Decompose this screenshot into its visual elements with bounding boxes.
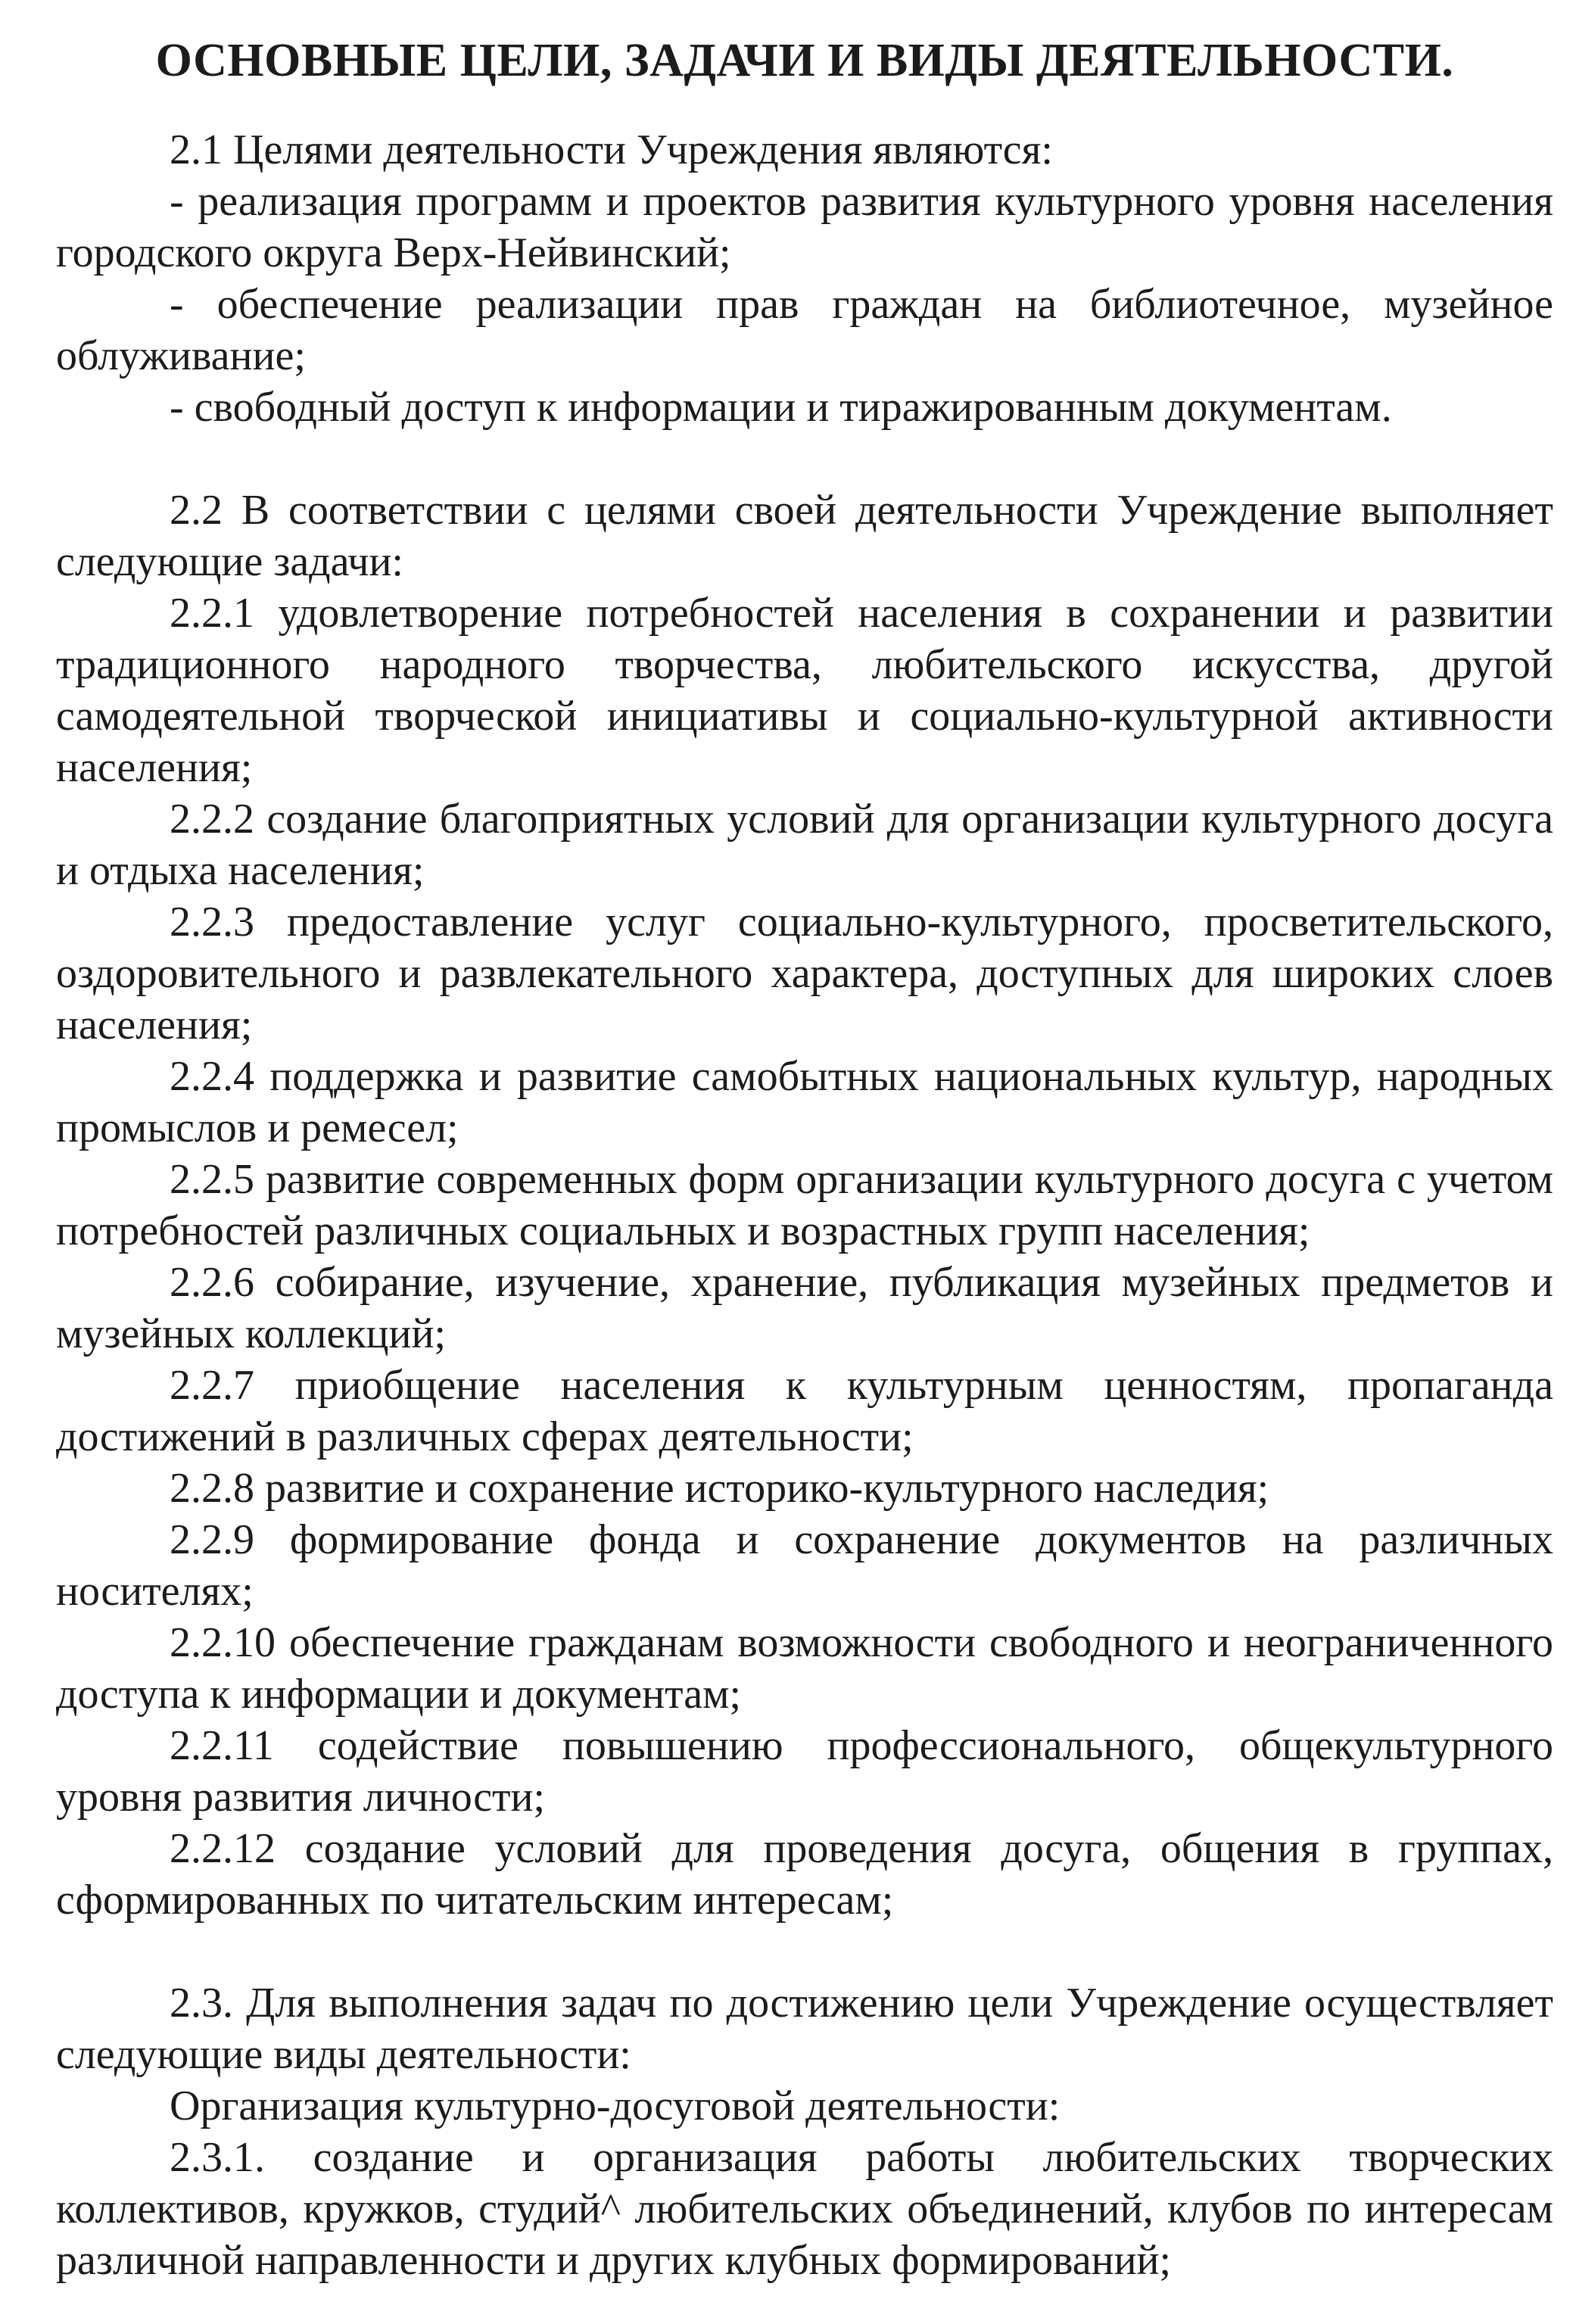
goal-item: - свободный доступ к информации и тиражированным документам.: [170, 384, 1392, 431]
section-2-2: [56, 484, 1553, 1926]
section-2-1: [56, 124, 1553, 433]
section-2-3: [56, 1977, 1553, 2286]
section-2-3-subheading: Организация культурно-досуговой деятельности:: [170, 2083, 1061, 2129]
task-item: 2.2.12 создание условий для проведения досуга, общения в группах, сформированных по читательским интересам;: [56, 1825, 1553, 1924]
task-item: 2.2.4 поддержка и развитие самобытных национальных культур, народных промыслов и ремесел;: [56, 1053, 1553, 1151]
paragraph-gap: [56, 433, 1553, 484]
task-item: 2.2.6 собирание, изучение, хранение, публикация музейных предметов и музейных коллекций;: [56, 1259, 1553, 1357]
task-item: 2.2.8 развитие и сохранение историко-культурного наследия;: [170, 1465, 1269, 1512]
document-title: ОСНОВНЫЕ ЦЕЛИ, ЗАДАЧИ И ВИДЫ ДЕЯТЕЛЬНОСТИ.: [155, 35, 1454, 86]
task-item: 2.2.10 обеспечение гражданам возможности свободного и неограниченного доступа к информации и документам;: [56, 1619, 1553, 1718]
task-item: 2.2.1 удовлетворение потребностей населения в сохранении и развитии традиционного народного творчества, любительского искусства, другой самодеятельной творческой инициативы и социально-культурной активности населения;: [56, 590, 1553, 791]
goal-item: - обеспечение реализации прав граждан на библиотечное, музейное облуживание;: [56, 281, 1553, 379]
task-item: 2.2.7 приобщение населения к культурным ценностям, пропаганда достижений в различных сферах деятельности;: [56, 1362, 1553, 1460]
document-page: [56, 30, 1553, 2286]
task-item: 2.2.2 создание благоприятных условий для организации культурного досуга и отдыха населения;: [56, 796, 1553, 894]
task-item: 2.2.11 содействие повышению профессионального, общекультурного уровня развития личности;: [56, 1722, 1553, 1821]
goal-item: - реализация программ и проектов развития культурного уровня населения городского округа Верх-Нейвинский;: [56, 178, 1553, 276]
activity-item: 2.3.1. создание и организация работы любительских творческих коллективов, кружков, студий^ любительских объединений, клубов по интересам различной направленности и других клубных формирований;: [56, 2134, 1553, 2284]
section-2-3-intro: 2.3. Для выполнения задач по достижению цели Учреждение осуществляет следующие виды деятельности:: [56, 1980, 1553, 2078]
section-2-2-intro: 2.2 В соответствии с целями своей деятельности Учреждение выполняет следующие задачи:: [56, 487, 1553, 585]
paragraph-gap: [56, 1926, 1553, 1977]
task-item: 2.2.3 предоставление услуг социально-культурного, просветительского, оздоровительного и развлекательного характера, доступных для широких слоев населения;: [56, 899, 1553, 1048]
task-item: 2.2.9 формирование фонда и сохранение документов на различных носителях;: [56, 1516, 1553, 1615]
section-2-1-intro: 2.1 Целями деятельности Учреждения являются:: [170, 126, 1053, 173]
task-item: 2.2.5 развитие современных форм организации культурного досуга с учетом потребностей различных социальных и возрастных групп населения;: [56, 1156, 1553, 1254]
